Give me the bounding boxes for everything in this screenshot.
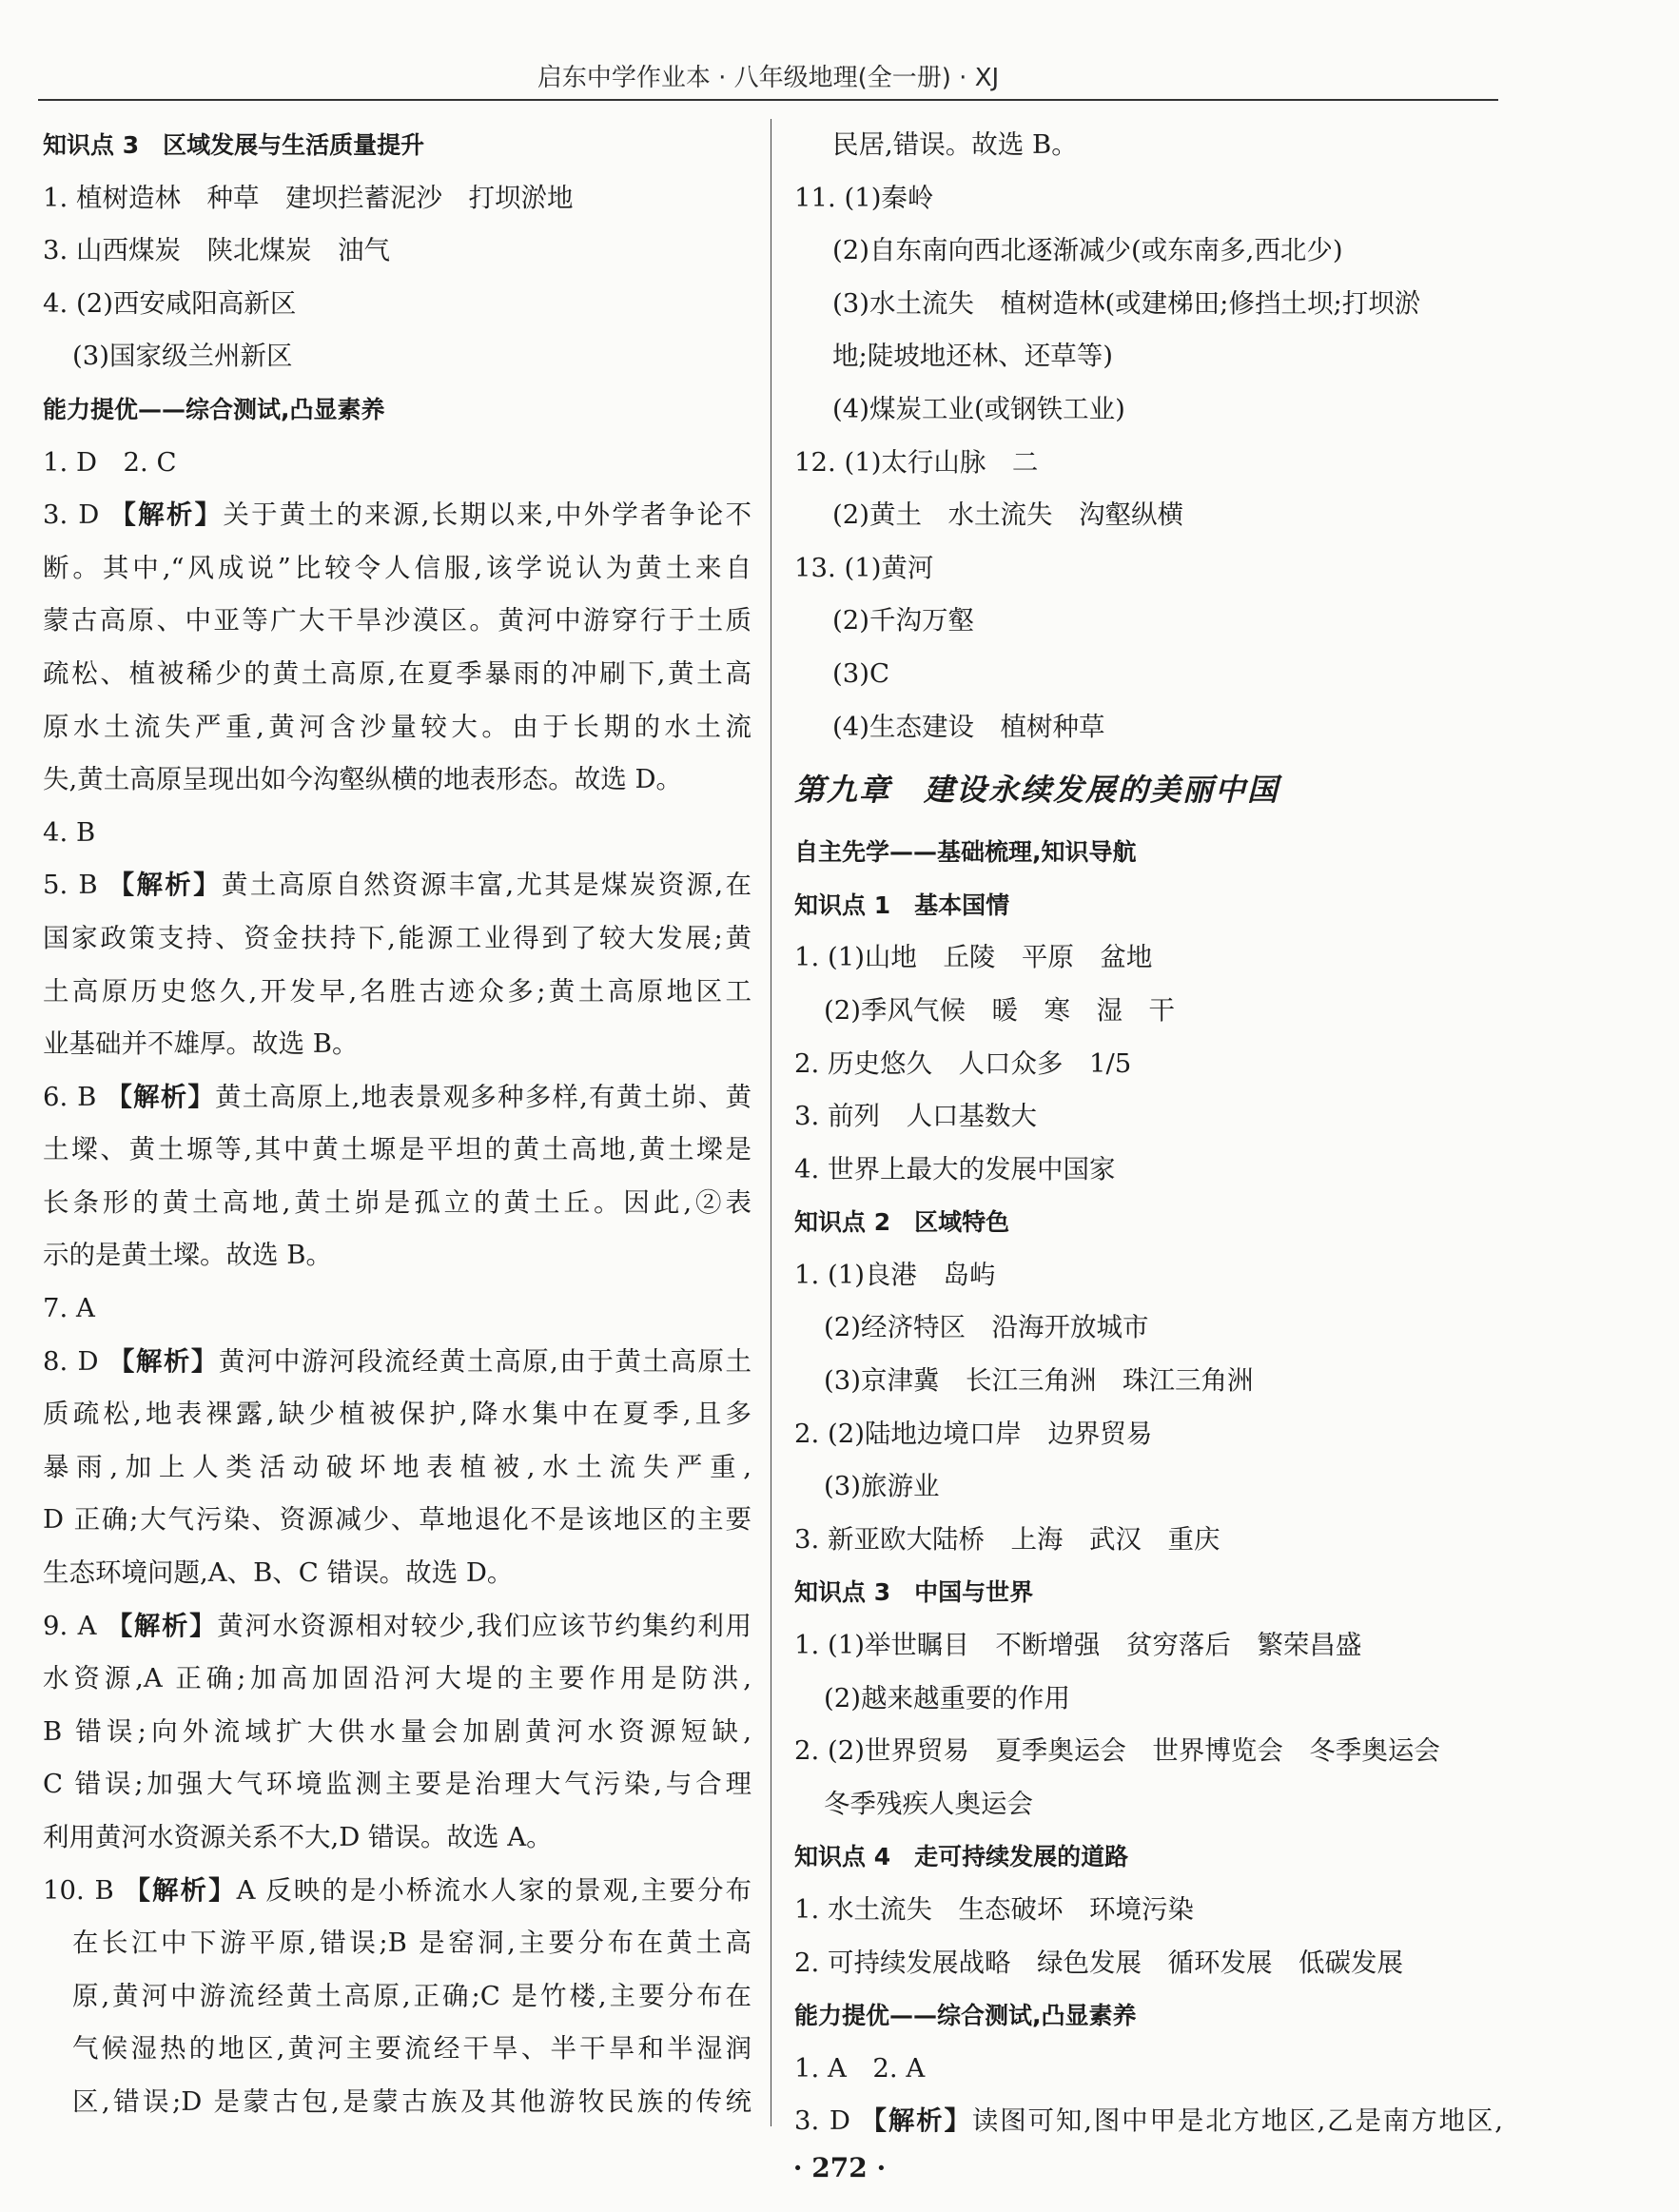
answer-line	[43, 1600, 752, 1654]
answer-line	[43, 1865, 752, 1918]
answer-line: 4. (2)西安咸阳高新区	[43, 287, 297, 319]
answer-line: 2. (2)世界贸易 夏季奥运会 世界博览会 冬季奥运会	[794, 1735, 1440, 1767]
answer-line: C 错误;加强大气环境监测主要是治理大气污染,与合理	[43, 1769, 752, 1800]
answer-line: 生态环境问题,A、B、C 错误。故选 D。	[43, 1557, 514, 1589]
right-column	[794, 119, 1503, 2148]
answer-line: 4. B	[43, 816, 96, 848]
section-heading: 知识点 4 走可持续发展的道路	[794, 1843, 1129, 1871]
answer-line: 3. 山西煤炭 陕北煤炭 油气	[43, 235, 390, 266]
answer-number: 3. D	[794, 2105, 861, 2137]
answer-line: 2. 历史悠久 人口众多 1/5	[794, 1047, 1132, 1079]
answer-line: (2)经济特区 沿海开放城市	[824, 1312, 1149, 1343]
answer-line: (3)国家级兰州新区	[72, 341, 293, 372]
analysis-tag: 【解析】	[106, 1081, 216, 1112]
answer-line: (4)煤炭工业(或钢铁工业)	[832, 393, 1125, 424]
answer-line: 地;陡坡地还林、还草等)	[832, 341, 1113, 372]
answer-line: 示的是黄土墚。故选 B。	[43, 1240, 332, 1271]
answer-line: 1. (1)山地 丘陵 平原 盆地	[794, 942, 1153, 973]
chapter-title: 第九章 建设永续发展的美丽中国	[794, 772, 1280, 809]
section-heading: 能力提优——综合测试,凸显素养	[794, 2002, 1137, 2030]
section-heading: 知识点 3 中国与世界	[794, 1578, 1034, 1607]
answer-line: 土墚、黄土塬等,其中黄土塬是平坦的黄土高地,黄土墚是	[43, 1134, 752, 1165]
answer-line: 1. 水土流失 生态破坏 环境污染	[794, 1894, 1194, 1925]
answer-line	[43, 489, 752, 542]
answer-line: 1. (1)举世瞩目 不断增强 贫穷落后 繁荣昌盛	[794, 1630, 1362, 1661]
answer-line: B 错误;向外流域扩大供水量会加剧黄河水资源短缺,	[43, 1715, 752, 1747]
answer-line: 7. A	[43, 1293, 95, 1324]
answer-line: 暴雨,加上人类活动破坏地表植被,水土流失严重,	[43, 1451, 752, 1482]
answer-line: 4. 世界上最大的发展中国家	[794, 1153, 1116, 1184]
answer-line: 2. (2)陆地边境口岸 边界贸易	[794, 1418, 1153, 1449]
analysis-tag: 【解析】	[107, 1345, 219, 1377]
answer-line: 利用黄河水资源关系不大,D 错误。故选 A。	[43, 1822, 553, 1852]
answer-number: 10. B	[43, 1874, 125, 1906]
answer-line: 水资源,A 正确;加高加固沿河大堤的主要作用是防洪,	[43, 1663, 752, 1694]
analysis-text: 黄河水资源相对较少,我们应该节约集约利用	[217, 1610, 752, 1641]
answer-line: 3. 前列 人口基数大	[794, 1101, 1037, 1132]
answer-line: (3)C	[832, 657, 889, 689]
answer-number: 8. D	[43, 1345, 108, 1377]
answer-line: (2)自东南向西北逐渐减少(或东南多,西北少)	[832, 235, 1343, 266]
section-heading: 自主先学——基础梳理,知识导航	[794, 838, 1137, 867]
analysis-text: 黄土高原自然资源丰富,尤其是煤炭资源,在	[222, 870, 752, 901]
analysis-tag: 【解析】	[107, 870, 222, 901]
answer-line	[43, 859, 752, 912]
answer-line	[794, 2095, 1503, 2148]
answer-line: 2. 可持续发展战略 绿色发展 循环发展 低碳发展	[794, 1947, 1403, 1978]
answer-line: (2)季风气候 暖 寒 湿 干	[824, 994, 1175, 1026]
answer-line: 气候湿热的地区,黄河主要流经干旱、半干旱和半湿润	[72, 2033, 752, 2065]
answer-line: 国家政策支持、资金扶持下,能源工业得到了较大发展;黄	[43, 922, 752, 953]
answer-line: 断。其中,“风成说”比较令人信服,该学说认为黄土来自	[43, 552, 752, 583]
answer-line: 1. (1)良港 岛屿	[794, 1259, 996, 1290]
answer-line: (3)京津冀 长江三角洲 珠江三角洲	[824, 1365, 1254, 1397]
answer-line: 区,错误;D 是蒙古包,是蒙古族及其他游牧民族的传统	[72, 2085, 752, 2117]
answer-line: 原水土流失严重,黄河含沙量较大。由于长期的水土流	[43, 711, 752, 742]
answer-line: 长条形的黄土高地,黄土峁是孤立的黄土丘。因此,②表	[43, 1186, 752, 1218]
answer-line: 原,黄河中游流经黄土高原,正确;C 是竹楼,主要分布在	[72, 1980, 752, 2011]
answer-line: 疏松、植被稀少的黄土高原,在夏季暴雨的冲刷下,黄土高	[43, 657, 752, 689]
answer-line: 失,黄土高原呈现出如今沟壑纵横的地表形态。故选 D。	[43, 764, 683, 795]
answer-line: (2)越来越重要的作用	[824, 1682, 1070, 1713]
analysis-tag: 【解析】	[124, 1874, 237, 1906]
answer-line: D 正确;大气污染、资源减少、草地退化不是该地区的主要	[43, 1504, 752, 1536]
answer-line: (3)旅游业	[824, 1471, 940, 1502]
answer-line: 3. 新亚欧大陆桥 上海 武汉 重庆	[794, 1523, 1220, 1555]
answer-line: 在长江中下游平原,错误;B 是窑洞,主要分布在黄土高	[72, 1928, 752, 1959]
answer-line	[43, 1336, 752, 1389]
answer-line: (3)水土流失 植树造林(或建梯田;修挡土坝;打坝淤	[832, 287, 1421, 319]
page-header	[38, 51, 1498, 101]
page-number: · 272 ·	[792, 2152, 887, 2183]
answer-line: 1. D 2. C	[43, 446, 177, 478]
analysis-text: 黄河中游河段流经黄土高原,由于黄土高原土	[218, 1345, 752, 1377]
analysis-text: 读图可知,图中甲是北方地区,乙是南方地区,	[971, 2105, 1503, 2137]
analysis-tag: 【解析】	[109, 499, 224, 531]
answer-line: 质疏松,地表裸露,缺少植被保护,降水集中在夏季,且多	[43, 1399, 752, 1430]
analysis-tag: 【解析】	[106, 1610, 218, 1641]
answer-line: 蒙古高原、中亚等广大干旱沙漠区。黄河中游穿行于土质	[43, 605, 752, 636]
section-heading: 能力提优——综合测试,凸显素养	[43, 395, 385, 423]
answer-line: 冬季残疾人奥运会	[824, 1788, 1033, 1819]
analysis-text: A 反映的是小桥流水人家的景观,主要分布	[236, 1874, 752, 1906]
answer-line	[43, 1071, 752, 1125]
answer-line: 1. A 2. A	[794, 2052, 926, 2084]
answer-line: (4)生态建设 植树种草	[832, 711, 1105, 742]
answer-line: 11. (1)秦岭	[794, 182, 934, 213]
answer-line: 13. (1)黄河	[794, 552, 934, 583]
answer-line: (2)黄土 水土流失 沟壑纵横	[832, 499, 1183, 531]
section-heading: 知识点 2 区域特色	[794, 1208, 1010, 1237]
section-heading: 知识点 1 基本国情	[794, 891, 1010, 919]
header-title: 启东中学作业本 · 八年级地理(全一册) · XJ	[537, 64, 1000, 92]
answer-line: 1. 植树造林 种草 建坝拦蓄泥沙 打坝淤地	[43, 182, 574, 213]
left-column	[43, 119, 752, 2129]
analysis-tag: 【解析】	[860, 2105, 972, 2137]
answer-line: 业基础并不雄厚。故选 B。	[43, 1028, 359, 1060]
answer-line: 民居,错误。故选 B。	[832, 129, 1078, 160]
answer-line: 12. (1)太行山脉 二	[794, 446, 1039, 478]
analysis-text: 黄土高原上,地表景观多种多样,有黄土峁、黄	[215, 1081, 752, 1112]
answer-line: (2)千沟万壑	[832, 605, 974, 636]
section-heading: 知识点 3 区域发展与生活质量提升	[43, 131, 425, 159]
answer-number: 5. B	[43, 870, 108, 901]
answer-line: 土高原历史悠久,开发早,名胜古迹众多;黄土高原地区工	[43, 975, 752, 1007]
analysis-text: 关于黄土的来源,长期以来,中外学者争论不	[223, 499, 752, 531]
answer-number: 6. B	[43, 1081, 107, 1112]
answer-number: 3. D	[43, 499, 110, 531]
answer-number: 9. A	[43, 1610, 107, 1641]
